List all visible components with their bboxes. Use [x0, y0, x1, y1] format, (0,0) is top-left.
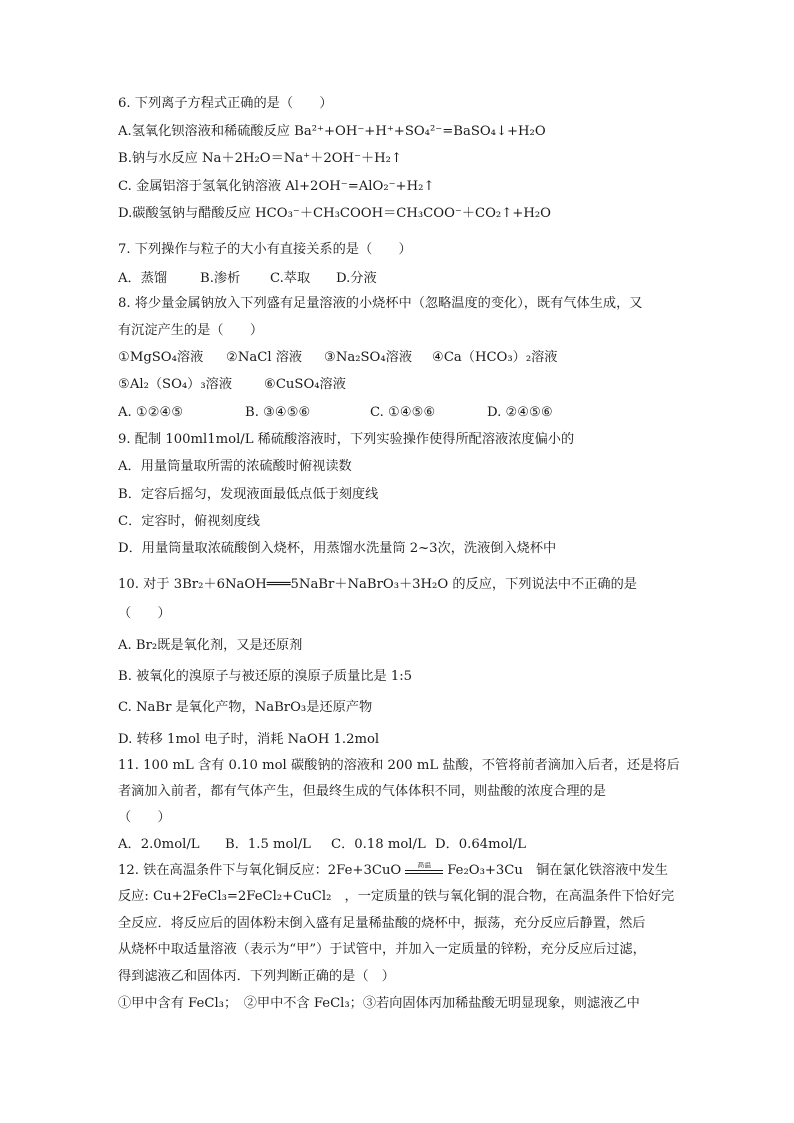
q10-stem-line2: （ ）	[118, 606, 171, 621]
q12-line3: 全反应．将反应后的固体粉末倒入盛有足量稀盐酸的烧杯中，振荡，充分反应后静置，然后	[118, 916, 646, 931]
q8-item-4: ④Ca（HCO₃）₂溶液	[432, 350, 558, 365]
q7-option-d: D.分液	[336, 271, 377, 286]
q9-option-b: B．定容后摇匀，发现液面最低点低于刻度线	[118, 487, 379, 502]
q12-equals-bar	[405, 870, 443, 874]
q8-item-5: ⑤Al₂（SO₄）₃溶液	[118, 377, 233, 392]
q7-option-a: A．蒸馏	[118, 271, 168, 286]
q9-option-c: C．定容时，俯视刻度线	[118, 514, 260, 529]
q8-item-3: ③Na₂SO₄溶液	[324, 350, 413, 365]
q12-condition-label: 高温	[417, 862, 432, 869]
q8-item-2: ②NaCl 溶液	[226, 350, 303, 365]
q12-reaction-arrow	[401, 862, 447, 880]
q8-option-a: A. ①②④⑤	[118, 405, 184, 420]
q6-option-b: B.钠与水反应 Na＋2H₂O＝Na⁺＋2OH⁻＋H₂↑	[118, 151, 403, 166]
q10-option-d: D. 转移 1mol 电子时，消耗 NaOH 1.2mol	[118, 732, 380, 747]
q12-line1	[118, 862, 688, 880]
q11-stem-line2: 者滴加入前者，都有气体产生，但最终生成的气体体积不同，则盐酸的浓度合理的是	[118, 784, 606, 799]
q10-option-b: B. 被氧化的溴原子与被还原的溴原子质量比是 1:5	[118, 669, 413, 684]
q11-option-d: D．0.64mol/L	[435, 837, 526, 852]
q10-option-c: C. NaBr 是氧化产物，NaBrO₃是还原产物	[118, 700, 373, 715]
q10-stem-line1: 10. 对于 3Br₂＋6NaOH═══5NaBr＋NaBrO₃＋3H₂O 的反应，下列说法中不正确的是	[118, 577, 637, 592]
q8-option-c: C. ①④⑤⑥	[370, 405, 436, 420]
q11-option-c: C．0.18 mol/L	[331, 837, 426, 852]
q7-stem: 7. 下列操作与粒子的大小有直接关系的是（ ）	[118, 242, 412, 257]
q8-item-1: ①MgSO₄溶液	[118, 350, 204, 365]
q12-line6: ①甲中含有 FeCl₃； ②甲中不含 FeCl₃；③若向固体丙加稀盐酸无明显现象，则滤液乙中	[118, 996, 640, 1011]
q8-stem-line2: 有沉淀产生的是（ ）	[118, 323, 264, 338]
q9-option-a: A．用量筒量取所需的浓硫酸时俯视读数	[118, 459, 352, 474]
q12-line2: 反应: Cu+2FeCl₃=2FeCl₂+CuCl₂ ，一定质量的铁与氧化铜的混合物，在高温条件下恰好完	[118, 889, 675, 904]
q11-stem-line1: 11. 100 mL 含有 0.10 mol 碳酸钠的溶液和 200 mL 盐酸，不管将前者滴加入后者，还是将后	[118, 758, 680, 773]
q12-line4: 从烧杯中取适量溶液（表示为“甲”）于试管中，并加入一定质量的锌粉，充分反应后过滤，	[118, 942, 646, 957]
q12-line5: 得到滤液乙和固体丙．下列判断正确的是（ ）	[118, 969, 395, 984]
q8-items-row1	[118, 349, 688, 367]
q8-items-row2	[118, 376, 688, 394]
q12-line1-end: Fe₂O₃+3Cu 铜在氯化铁溶液中发生	[447, 863, 668, 878]
q10-option-a: A. Br₂既是氧化剂，又是还原剂	[118, 638, 303, 653]
q8-option-b: B. ③④⑤⑥	[245, 405, 311, 420]
q8-stem-line1: 8. 将少量金属钠放入下列盛有足量溶液的小烧杯中（忽略温度的变化），既有气体生成，又	[118, 296, 643, 311]
q7-option-c: C.萃取	[270, 271, 311, 286]
q8-options	[118, 404, 688, 422]
q9-option-d: D．用量筒量取浓硫酸倒入烧杯，用蒸馏水洗量筒 2~3次，洗液倒入烧杯中	[118, 541, 557, 556]
q7-option-b: B.渗析	[200, 271, 241, 286]
q6-stem: 6. 下列离子方程式正确的是（ ）	[118, 96, 333, 111]
q11-option-b: B．1.5 mol/L	[225, 837, 311, 852]
q11-options	[118, 836, 688, 854]
q11-option-a: A．2.0mol/L	[118, 837, 200, 852]
q8-item-6: ⑥CuSO₄溶液	[264, 377, 346, 392]
q9-stem: 9. 配制 100ml1mol/L 稀硫酸溶液时，下列实验操作使得所配溶液浓度偏小的	[118, 432, 575, 447]
q8-option-d: D. ②④⑤⑥	[487, 405, 553, 420]
q6-option-a: A.氢氧化钡溶液和稀硫酸反应 Ba²⁺+OH⁻+H⁺+SO₄²⁻=BaSO₄↓+H₂O	[118, 124, 546, 139]
q11-stem-line3: （ ）	[118, 810, 171, 825]
q6-option-c: C. 金属铝溶于氢氧化钠溶液 Al+2OH⁻=AlO₂⁻+H₂↑	[118, 179, 435, 194]
q7-options	[118, 270, 688, 288]
q12-line1-start: 12. 铁在高温条件下与氧化铜反应：2Fe+3CuO	[118, 863, 402, 878]
q6-option-d: D.碳酸氢钠与醋酸反应 HCO₃⁻＋CH₃COOH＝CH₃COO⁻＋CO₂↑+H₂O	[118, 206, 551, 221]
